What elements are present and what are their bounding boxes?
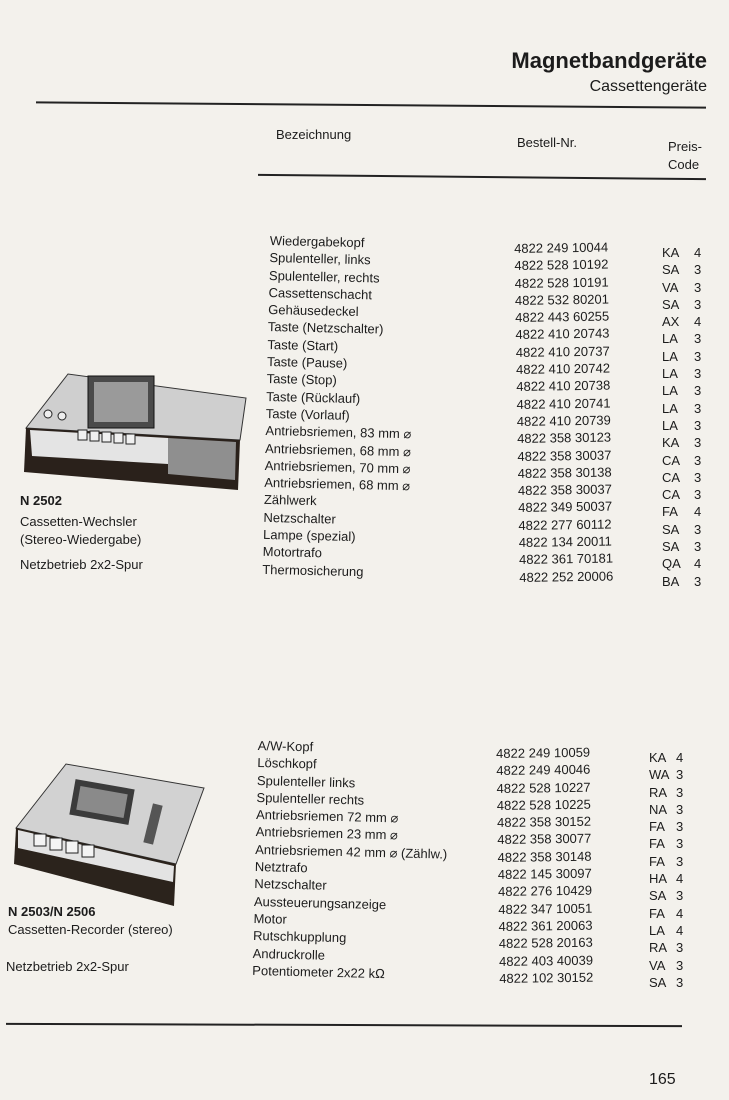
part-name: Motor <box>253 910 287 927</box>
part-name: Motortrafo <box>262 544 323 561</box>
price-digit: 3 <box>694 521 702 537</box>
price-digit: 3 <box>676 767 684 783</box>
price-code: LA <box>662 383 678 399</box>
part-number: 4822 277 60112 <box>518 516 612 533</box>
part-name: Spulenteller, links <box>269 250 371 268</box>
part-number: 4822 358 30037 <box>517 447 612 464</box>
price-digit: 4 <box>676 905 684 921</box>
footer-divider <box>6 1023 682 1027</box>
part-name: Taste (Netzschalter) <box>267 319 384 338</box>
price-code: AX <box>662 314 680 330</box>
part-number: 4822 102 30152 <box>499 969 594 986</box>
price-code: NA <box>649 801 668 817</box>
part-name: Netztrafo <box>254 859 308 876</box>
price-code: KA <box>662 245 680 260</box>
part-number: 4822 528 10192 <box>514 256 609 274</box>
price-code: BA <box>662 573 680 589</box>
part-name: Wiedergabekopf <box>269 232 365 251</box>
part-name: Taste (Start) <box>267 336 339 354</box>
price-digit: 3 <box>694 400 702 416</box>
parts-numbers <box>514 239 613 586</box>
price-code: LA <box>649 922 665 938</box>
price-digit: 3 <box>676 940 684 956</box>
price-digit: 3 <box>694 296 702 312</box>
price-digit: 3 <box>676 801 684 817</box>
part-number: 4822 410 20737 <box>515 343 610 360</box>
part-name: Cassettenschacht <box>268 284 373 303</box>
page-number: 165 <box>649 1071 676 1088</box>
part-name: Spulenteller rechts <box>256 789 365 808</box>
price-code: FA <box>649 819 665 835</box>
product-power-note: Netzbetrieb 2x2-Spur <box>6 959 129 974</box>
price-code: LA <box>662 366 678 382</box>
part-number: 4822 358 30123 <box>517 429 612 447</box>
product-description: Cassetten-Recorder (stereo) <box>8 922 173 937</box>
price-code: SA <box>662 539 680 555</box>
part-number: 4822 358 30148 <box>497 848 592 865</box>
part-number: 4822 528 10227 <box>496 779 591 796</box>
product-model: N 2503/N 2506 <box>8 904 96 919</box>
part-name: Aussteuerungsanzeige <box>253 893 387 912</box>
price-digit: 3 <box>676 957 684 973</box>
part-name: Zählwerk <box>263 492 317 509</box>
part-number: 4822 358 30152 <box>496 813 592 831</box>
part-number: 4822 443 60255 <box>515 308 610 326</box>
part-name: Taste (Vorlauf) <box>265 405 350 423</box>
product-power-note: Netzbetrieb 2x2-Spur <box>20 557 143 572</box>
price-code: SA <box>662 262 680 278</box>
part-number: 4822 410 20738 <box>516 377 611 395</box>
part-number: 4822 349 50037 <box>518 498 613 516</box>
price-digit: 3 <box>694 487 702 503</box>
part-name: Taste (Rücklauf) <box>266 388 361 406</box>
part-name: Antriebsriemen 42 mm ⌀ (Zählw.) <box>255 841 448 862</box>
price-code: RA <box>649 940 668 956</box>
part-number: 4822 410 20743 <box>515 325 610 343</box>
price-code: SA <box>649 974 667 990</box>
price-digit: 4 <box>694 314 702 330</box>
price-digit: 3 <box>694 435 702 451</box>
price-digit: 3 <box>676 888 684 904</box>
part-number: 4822 249 10059 <box>496 744 591 761</box>
price-digit: 3 <box>694 469 702 485</box>
part-number: 4822 358 30037 <box>517 481 613 499</box>
price-digit: 4 <box>676 871 684 887</box>
column-header-number: Bestell-Nr. <box>517 135 577 150</box>
price-code: VA <box>662 279 679 295</box>
part-name: Andruckrolle <box>252 945 326 963</box>
part-name: A/W-Kopf <box>257 737 314 755</box>
part-name: Antriebsriemen 72 mm ⌀ <box>255 807 399 826</box>
price-digit: 3 <box>694 539 702 555</box>
parts-names <box>262 232 416 581</box>
part-number: 4822 252 20006 <box>519 568 614 585</box>
part-name: Netzschalter <box>254 876 327 894</box>
price-code: HA <box>649 871 668 887</box>
price-code: WA <box>649 767 670 783</box>
price-code: CA <box>662 487 681 503</box>
column-header-name: Bezeichnung <box>276 127 352 142</box>
price-digit: 3 <box>694 279 702 295</box>
price-code: CA <box>662 452 681 468</box>
parts-price-digits <box>694 244 701 590</box>
price-code: KA <box>662 435 680 451</box>
price-digit: 4 <box>694 504 702 520</box>
part-name: Löschkopf <box>257 755 317 772</box>
price-digit: 3 <box>676 819 684 835</box>
part-name: Gehäusedeckel <box>268 302 359 320</box>
price-digit: 3 <box>676 853 684 869</box>
part-name: Taste (Pause) <box>266 354 348 371</box>
price-code: FA <box>662 504 678 520</box>
part-name: Rutschkupplung <box>252 928 347 946</box>
part-number: 4822 358 30138 <box>517 464 612 481</box>
price-code: FA <box>649 905 665 921</box>
column-header-code-line1: Preis- <box>668 139 702 154</box>
price-digit: 3 <box>694 331 702 347</box>
price-digit: 3 <box>694 417 702 433</box>
page-title: Magnetbandgeräte <box>511 48 707 73</box>
part-number: 4822 361 70181 <box>518 550 614 568</box>
part-number: 4822 358 30077 <box>497 831 592 848</box>
price-code: FA <box>649 836 665 852</box>
price-code: KA <box>649 750 667 765</box>
price-code: LA <box>662 400 678 416</box>
parts-price-codes <box>662 244 681 590</box>
price-code: VA <box>649 957 666 973</box>
parts-numbers <box>496 744 593 987</box>
header-divider <box>36 101 706 108</box>
parts-names <box>252 737 450 984</box>
price-code: SA <box>649 888 667 904</box>
price-code: RA <box>649 784 668 800</box>
part-name: Antriebsriemen, 70 mm ⌀ <box>264 457 411 477</box>
part-number: 4822 361 20063 <box>498 917 593 934</box>
part-number: 4822 347 10051 <box>498 900 593 917</box>
part-name: Potentiometer 2x22 kΩ <box>252 962 386 982</box>
part-name: Antriebsriemen, 83 mm ⌀ <box>265 423 412 442</box>
price-digit: 4 <box>676 922 684 938</box>
part-name: Lampe (spezial) <box>262 526 356 545</box>
part-name: Netzschalter <box>263 509 336 527</box>
price-digit: 3 <box>676 836 684 852</box>
part-number: 4822 410 20739 <box>516 412 611 429</box>
part-number: 4822 134 20011 <box>518 533 612 551</box>
price-code: LA <box>662 331 678 347</box>
part-name: Antriebsriemen, 68 mm ⌀ <box>264 475 411 494</box>
parts-price-digits <box>676 749 683 991</box>
price-digit: 3 <box>694 573 702 589</box>
part-number: 4822 276 10429 <box>497 883 593 900</box>
part-number: 4822 528 10225 <box>496 796 591 813</box>
price-digit: 4 <box>694 556 702 572</box>
part-name: Spulenteller, rechts <box>268 267 380 286</box>
price-code: FA <box>649 853 665 869</box>
part-name: Antriebsriemen 23 mm ⌀ <box>255 824 399 843</box>
page-subtitle: Cassettengeräte <box>589 78 707 95</box>
price-digit: 3 <box>676 784 684 800</box>
part-name: Thermosicherung <box>262 561 364 579</box>
price-code: SA <box>662 296 680 312</box>
price-digit: 4 <box>676 750 684 765</box>
price-digit: 3 <box>694 348 702 364</box>
product-description: (Stereo-Wiedergabe) <box>20 532 142 547</box>
part-number: 4822 145 30097 <box>497 865 592 883</box>
price-digit: 3 <box>694 452 702 468</box>
price-digit: 3 <box>694 383 702 399</box>
price-digit: 3 <box>694 262 702 278</box>
column-header-code-line2: Code <box>668 157 700 172</box>
price-code: LA <box>662 348 678 364</box>
cassette-recorder-image <box>8 760 208 910</box>
price-code: LA <box>662 417 678 433</box>
price-code: SA <box>662 521 680 537</box>
part-number: 4822 528 20163 <box>498 934 593 952</box>
part-name: Spulenteller links <box>256 772 356 790</box>
price-code: CA <box>662 469 681 485</box>
part-name: Antriebsriemen, 68 mm ⌀ <box>264 440 412 459</box>
part-number: 4822 532 80201 <box>514 291 610 308</box>
part-number: 4822 249 40046 <box>496 761 591 779</box>
price-digit: 3 <box>676 974 684 990</box>
part-number: 4822 249 10044 <box>514 239 609 256</box>
cassette-changer-image <box>18 368 250 510</box>
product-description: Cassetten-Wechsler <box>20 514 137 529</box>
price-digit: 3 <box>694 366 702 382</box>
product-model: N 2502 <box>20 493 62 508</box>
part-number: 4822 528 10191 <box>514 274 609 291</box>
parts-price-codes <box>649 749 669 991</box>
part-number: 4822 403 40039 <box>498 952 594 969</box>
price-digit: 4 <box>694 245 702 260</box>
price-code: QA <box>662 556 681 572</box>
column-header-divider <box>258 174 706 180</box>
part-number: 4822 410 20742 <box>515 360 611 378</box>
part-number: 4822 410 20741 <box>516 395 611 412</box>
part-name: Taste (Stop) <box>266 371 337 388</box>
